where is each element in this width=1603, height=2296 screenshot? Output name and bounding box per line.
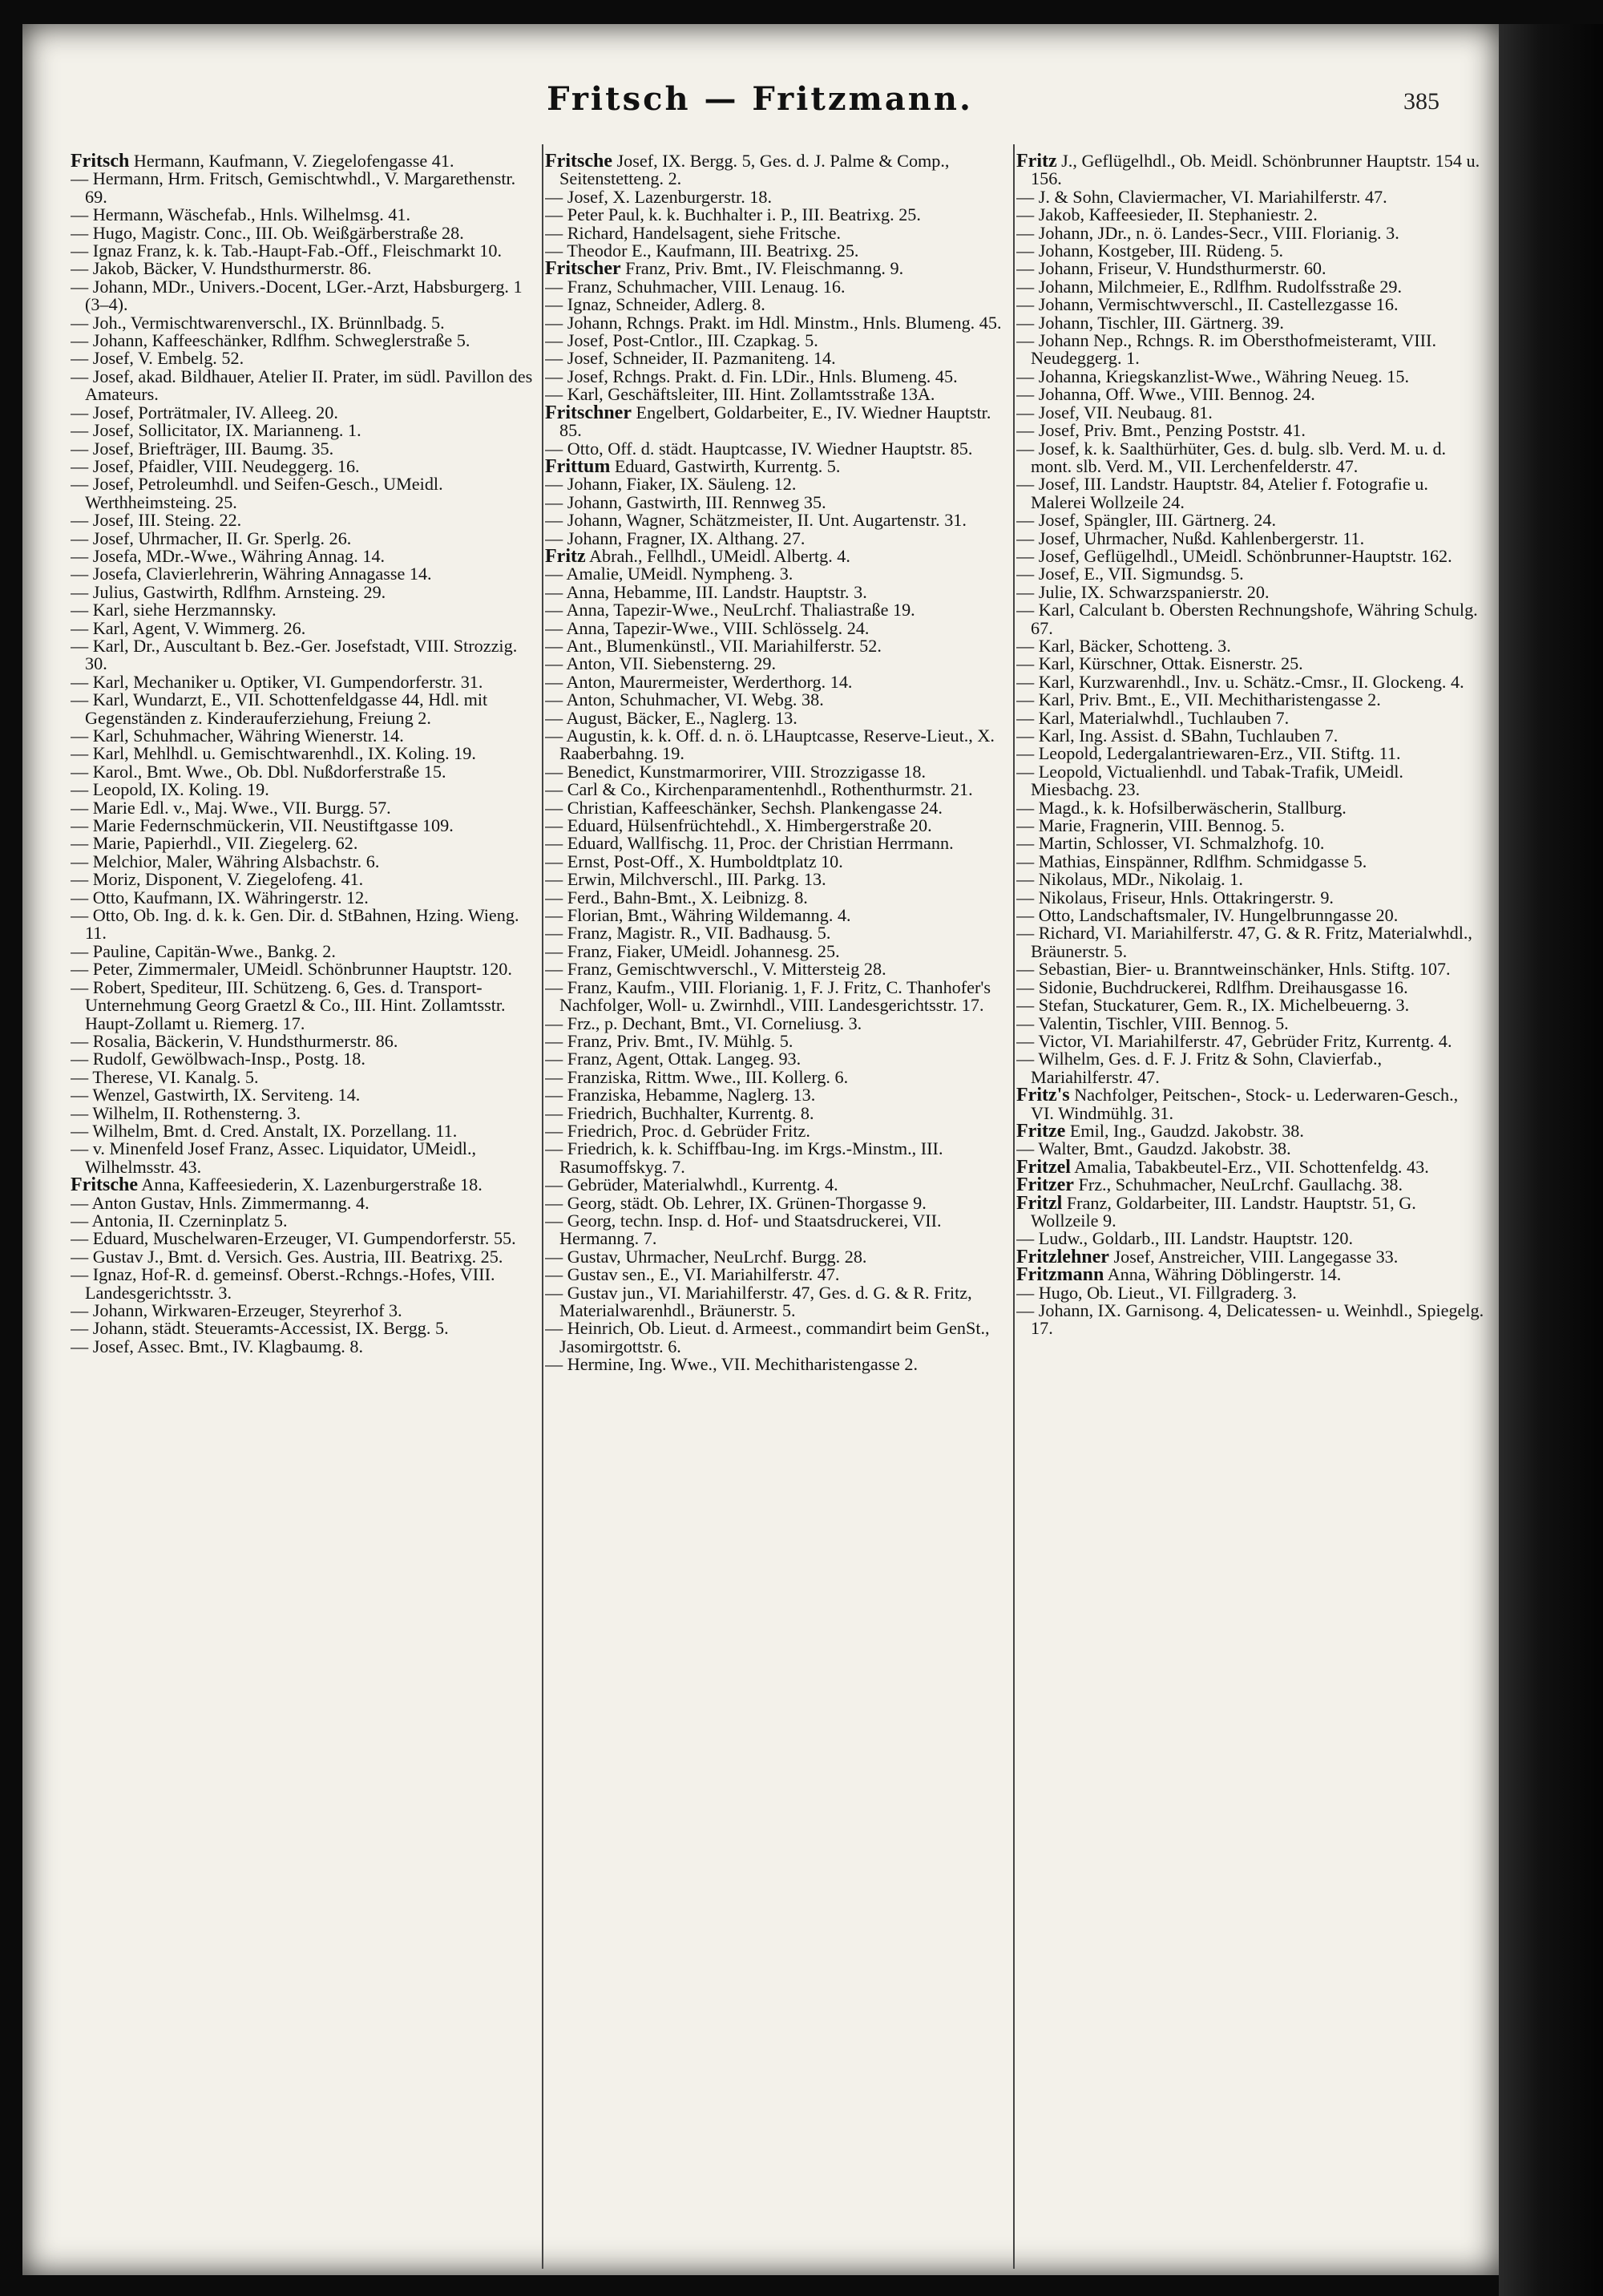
directory-entry: Fritschner Engelbert, Goldarbeiter, E., IV. Wiedner Hauptstr. 85. — [545, 402, 991, 441]
directory-entry: — Anna, Hebamme, III. Landstr. Hauptstr. 3. — [545, 581, 867, 602]
directory-entry: — Josef, V. Embelg. 52. — [71, 348, 244, 369]
directory-entry: — Johann, Kaffeeschänker, Rdlfhm. Schweglerstraße 5. — [71, 330, 470, 351]
directory-entry: — Karol., Bmt. Wwe., Ob. Dbl. Nußdorferstraße 15. — [71, 761, 446, 782]
directory-entry: — Josef, Post-Cntlor., III. Czapkag. 5. — [545, 330, 818, 351]
directory-entry: Fritsche Anna, Kaffeesiederin, X. Lazenburgerstraße 18. — [71, 1174, 483, 1196]
directory-entry: — Johann, Tischler, III. Gärtnerg. 39. — [1016, 312, 1284, 333]
directory-entry: — Johanna, Kriegskanzlist-Wwe., Währing Neueg. 15. — [1016, 366, 1410, 386]
directory-entry: Fritsch Hermann, Kaufmann, V. Ziegelofengasse 41. — [71, 152, 454, 172]
directory-entry: — Anton Gustav, Hnls. Zimmermanng. 4. — [71, 1192, 369, 1213]
directory-entry: — Moriz, Disponent, V. Ziegelofeng. 41. — [71, 869, 364, 890]
directory-entry: — Josef, Petroleumhdl. und Seifen-Gesch., UMeidl. Werthheimsteing. 25. — [71, 474, 443, 512]
directory-entry: — Karl, Calculant b. Obersten Rechnungshofe, Währing Schulg. 67. — [1016, 600, 1478, 638]
directory-entry: — Josef, Schneider, II. Pazmaniteng. 14. — [545, 348, 836, 369]
directory-entry: — Josef, Uhrmacher, II. Gr. Sperlg. 26. — [71, 528, 352, 548]
directory-entry: — Karl, Kurzwarenhdl., Inv. u. Schätz.-Cmsr., II. Glockeng. 4. — [1016, 671, 1464, 692]
directory-entry: — Sidonie, Buchdruckerei, Rdlfhm. Dreihausgasse 16. — [1016, 976, 1408, 997]
directory-entry: — Ferd., Bahn-Bmt., X. Leibnizg. 8. — [545, 887, 808, 907]
directory-entry: — August, Bäcker, E., Naglerg. 13. — [545, 707, 797, 728]
directory-entry: — Anna, Tapezir-Wwe., NeuLrchf. Thaliastraße 19. — [545, 600, 915, 620]
directory-entry: — Hugo, Ob. Lieut., VI. Fillgraderg. 3. — [1016, 1282, 1297, 1303]
directory-entry: — Johann, Vermischtwverschl., II. Castellezgasse 16. — [1016, 294, 1399, 315]
directory-entry: — Friedrich, Proc. d. Gebrüder Fritz. — [545, 1120, 810, 1141]
directory-entry: — Franz, Magistr. R., VII. Badhausg. 5. — [545, 923, 831, 944]
directory-entry: — Nikolaus, MDr., Nikolaig. 1. — [1016, 869, 1243, 890]
directory-entry: Fritz Abrah., Fellhdl., UMeidl. Albertg. 4. — [545, 545, 850, 567]
directory-entry: — Frz., p. Dechant, Bmt., VI. Corneliusg. 3. — [545, 1013, 862, 1033]
directory-entry: — Josef, k. k. Saalthürhüter, Ges. d. bulg. slb. Verd. M. u. d. mont. slb. Verd. M., VII. Lerchenfelderstr. 47. — [1016, 438, 1447, 476]
directory-entry: — Johann, Friseur, V. Hundsthurmerstr. 60. — [1016, 258, 1326, 279]
directory-entry: — Otto, Kaufmann, IX. Währingerstr. 12. — [71, 887, 369, 907]
directory-entry: — Franz, Agent, Ottak. Langeg. 93. — [545, 1049, 802, 1069]
page-edge-shadow — [1499, 24, 1603, 2296]
directory-entry: — Johann, Fragner, IX. Althang. 27. — [545, 528, 806, 548]
directory-entry: — Karl, Dr., Auscultant b. Bez.-Ger. Josefstadt, VIII. Strozzig. 30. — [71, 635, 518, 674]
directory-entry: — Johann, Fiaker, IX. Säuleng. 12. — [545, 474, 797, 495]
directory-entry: — Franz, Kaufm., VIII. Florianig. 1, F. J. Fritz, C. Thanhofer's Nachfolger, Woll- u. Zwirnhdl., VIII. Landesgerichtsstr. 17. — [545, 976, 991, 1016]
directory-entry: — Amalie, UMeidl. Nympheng. 3. — [545, 564, 793, 584]
column-1 — [71, 152, 542, 2269]
directory-entry: — Gustav J., Bmt. d. Versich. Ges. Austria, III. Beatrixg. 25. — [71, 1246, 503, 1267]
directory-entry: — Josef, Spängler, III. Gärtnerg. 24. — [1016, 510, 1277, 531]
directory-entry: — Franz, Schuhmacher, VIII. Lenaug. 16. — [545, 276, 846, 297]
directory-entry: — Ernst, Post-Off., X. Humboldtplatz 10. — [545, 851, 843, 871]
directory-entry: — Josef, III. Landstr. Hauptstr. 84, Atelier f. Fotografie u. Malerei Wollzeile 24. — [1016, 474, 1428, 512]
directory-entry: — Wenzel, Gastwirth, IX. Serviteng. 14. — [71, 1085, 361, 1106]
directory-entry: — Johann, Wagner, Schätzmeister, II. Unt. Augartenstr. 31. — [545, 510, 967, 531]
directory-entry: — Josef, III. Steing. 22. — [71, 510, 242, 531]
directory-entry: — Franziska, Rittm. Wwe., III. Kollerg. 6. — [545, 1066, 849, 1087]
directory-entry: — Anton, Schuhmacher, VI. Webg. 38. — [545, 689, 824, 710]
directory-entry: — Johann, IX. Garnisong. 4, Delicatessen- u. Weinhdl., Spiegelg. 17. — [1016, 1300, 1484, 1339]
directory-entry: — Karl, Agent, V. Wimmerg. 26. — [71, 617, 306, 638]
directory-entry: — Johann, MDr., Univers.-Docent, LGer.-Arzt, Habsburgerg. 1 (3–4). — [71, 276, 523, 315]
directory-entry: — Josef, Briefträger, III. Baumg. 35. — [71, 438, 334, 459]
directory-entry: — Ludw., Goldarb., III. Landstr. Hauptstr. 120. — [1016, 1228, 1354, 1249]
directory-entry: — Johann, Milchmeier, E., Rdlfhm. Rudolfsstraße 29. — [1016, 276, 1403, 297]
column-rule — [1013, 144, 1015, 2269]
directory-entry: — Wilhelm, Bmt. d. Cred. Anstalt, IX. Porzellang. 11. — [71, 1120, 458, 1141]
directory-entry: — Josef, VII. Neubaug. 81. — [1016, 402, 1213, 422]
directory-entry: — Karl, Bäcker, Schotteng. 3. — [1016, 635, 1231, 656]
directory-entry: — Johann, Kostgeber, III. Rüdeng. 5. — [1016, 241, 1284, 261]
directory-entry: — Peter, Zimmermaler, UMeidl. Schönbrunner Hauptstr. 120. — [71, 959, 512, 980]
directory-entry: — J. & Sohn, Claviermacher, VI. Mariahilferstr. 47. — [1016, 186, 1387, 207]
directory-entry: — Walter, Bmt., Gaudzd. Jakobstr. 38. — [1016, 1138, 1291, 1159]
directory-entry: — Nikolaus, Friseur, Hnls. Ottakringerstr. 9. — [1016, 887, 1334, 907]
directory-entry: — Pauline, Capitän-Wwe., Bankg. 2. — [71, 940, 336, 961]
directory-entry: — Florian, Bmt., Währing Wildemanng. 4. — [545, 905, 851, 926]
directory-entry: — Marie, Fragnerin, VIII. Bennog. 5. — [1016, 815, 1285, 836]
directory-entry: — Gustav jun., VI. Mariahilferstr. 47, Ges. d. G. & R. Fritz, Materialwarenhdl., Bräunerstr. 5. — [545, 1282, 972, 1320]
directory-entry: — Erwin, Milchverschl., III. Parkg. 13. — [545, 869, 826, 890]
directory-entry: — Josef, Priv. Bmt., Penzing Poststr. 41. — [1016, 420, 1306, 441]
directory-entry: — Richard, VI. Mariahilferstr. 47, G. & R. Fritz, Materialwhdl., Bräunerstr. 5. — [1016, 923, 1472, 961]
directory-entry: — Georg, techn. Insp. d. Hof- und Staatsdruckerei, VII. Hermanng. 7. — [545, 1210, 942, 1249]
directory-entry: — Augustin, k. k. Off. d. n. ö. LHauptcasse, Reserve-Lieut., X. Raaberbahng. 19. — [545, 726, 995, 764]
directory-entry: — Eduard, Wallfischg. 11, Proc. der Christian Herrmann. — [545, 833, 954, 854]
directory-entry: — Sebastian, Bier- u. Branntweinschänker, Hnls. Stiftg. 107. — [1016, 959, 1451, 980]
directory-entry: — Friedrich, Buchhalter, Kurrentg. 8. — [545, 1102, 814, 1123]
directory-entry: Fritz J., Geflügelhdl., Ob. Meidl. Schönbrunner Hauptstr. 154 u. 156. — [1016, 152, 1480, 189]
directory-entry: — Carl & Co., Kirchenparamentenhdl., Rothenthurmstr. 21. — [545, 779, 973, 800]
directory-entry: — Josef, E., VII. Sigmundsg. 5. — [1016, 564, 1244, 584]
directory-entry: Fritzl Franz, Goldarbeiter, III. Landstr. Hauptstr. 51, G. Wollzeile 9. — [1016, 1192, 1416, 1231]
directory-entry: — Antonia, II. Czerninplatz 5. — [71, 1210, 288, 1231]
directory-entry: — Martin, Schlosser, VI. Schmalzhofg. 10. — [1016, 833, 1325, 854]
directory-entry: — Karl, siehe Herzmannsky. — [71, 600, 277, 620]
directory-entry: — Ignaz Franz, k. k. Tab.-Haupt-Fab.-Off., Fleischmarkt 10. — [71, 241, 503, 261]
directory-entry: Fritzmann Anna, Währing Döblingerstr. 14. — [1016, 1264, 1342, 1286]
directory-entry: Fritz's Nachfolger, Peitschen-, Stock- u. Lederwaren-Gesch., VI. Windmühlg. 31. — [1016, 1085, 1459, 1123]
directory-entry: — Gustav sen., E., VI. Mariahilferstr. 47. — [545, 1264, 840, 1285]
directory-entry: — Leopold, Victualienhdl. und Tabak-Trafik, UMeidl. Miesbachg. 23. — [1016, 761, 1403, 800]
directory-entry: — Valentin, Tischler, VIII. Bennog. 5. — [1016, 1013, 1289, 1033]
directory-entry: — Johann, Rchngs. Prakt. im Hdl. Minstm., Hnls. Blumeng. 45. — [545, 312, 1002, 333]
directory-entry: — Hermine, Ing. Wwe., VII. Mechitharistengasse 2. — [545, 1354, 918, 1375]
directory-entry: — Wilhelm, Ges. d. F. J. Fritz & Sohn, Clavierfab., Mariahilferstr. 47. — [1016, 1049, 1383, 1087]
directory-entry: — Karl, Ing. Assist. d. SBahn, Tuchlauben 7. — [1016, 726, 1339, 746]
directory-entry: — Josef, Uhrmacher, Nußd. Kahlenbergerstr. 11. — [1016, 528, 1365, 548]
directory-entry: — Johann, JDr., n. ö. Landes-Secr., VIII. Florianig. 3. — [1016, 222, 1399, 243]
directory-entry: — Karl, Schuhmacher, Währing Wienerstr. 14. — [71, 726, 404, 746]
directory-entry: — Josef, akad. Bildhauer, Atelier II. Prater, im südl. Pavillon des Amateurs. — [71, 366, 533, 405]
directory-entry: Fritsche Josef, IX. Bergg. 5, Ges. d. J. Palme & Comp., Seitenstetteng. 2. — [545, 152, 950, 189]
directory-entry: — Gebrüder, Materialwhdl., Kurrentg. 4. — [545, 1174, 838, 1195]
directory-entry: — Otto, Landschaftsmaler, IV. Hungelbrunngasse 20. — [1016, 905, 1399, 926]
directory-entry: — Johann, Wirkwaren-Erzeuger, Steyrerhof 3. — [71, 1300, 402, 1320]
directory-entry: — Franziska, Hebamme, Naglerg. 13. — [545, 1085, 816, 1106]
directory-entry: — Melchior, Maler, Währing Alsbachstr. 6. — [71, 851, 380, 871]
directory-entry: — Joh., Vermischtwarenverschl., IX. Brünnlbadg. 5. — [71, 312, 445, 333]
directory-entry: — Georg, städt. Ob. Lehrer, IX. Grünen-Thorgasse 9. — [545, 1192, 927, 1213]
directory-entry: — Eduard, Muschelwaren-Erzeuger, VI. Gumpendorferstr. 55. — [71, 1228, 516, 1249]
directory-entry: — Josef, Geflügelhdl., UMeidl. Schönbrunner-Hauptstr. 162. — [1016, 545, 1452, 566]
directory-entry: — Karl, Mehlhdl. u. Gemischtwarenhdl., IX. Koling. 19. — [71, 743, 476, 764]
directory-entry: — Karl, Priv. Bmt., E., VII. Mechitharistengasse 2. — [1016, 689, 1381, 710]
directory-entry: — Christian, Kaffeeschänker, Sechsh. Plankengasse 24. — [545, 797, 943, 818]
directory-entry: — Johann, Gastwirth, III. Rennweg 35. — [545, 491, 826, 512]
directory-entry: Fritzlehner Josef, Anstreicher, VIII. Langegasse 33. — [1016, 1246, 1399, 1267]
directory-entry: — Josef, Rchngs. Prakt. d. Fin. LDir., Hnls. Blumeng. 45. — [545, 366, 958, 386]
column-rule — [542, 144, 543, 2269]
directory-entry: — Johann Nep., Rchngs. R. im Obersthofmeisteramt, VIII. Neudeggerg. 1. — [1016, 330, 1436, 369]
directory-entry: Fritscher Franz, Priv. Bmt., IV. Fleischmanng. 9. — [545, 258, 904, 280]
directory-entry: — Josef, Assec. Bmt., IV. Klagbaumg. 8. — [71, 1336, 364, 1356]
directory-entry: — Marie, Papierhdl., VII. Ziegelerg. 62. — [71, 833, 358, 854]
directory-entry: — Karl, Kürschner, Ottak. Eisnerstr. 25. — [1016, 653, 1303, 674]
directory-entry: — Victor, VI. Mariahilferstr. 47, Gebrüder Fritz, Kurrentg. 4. — [1016, 1030, 1452, 1051]
directory-entry: Fritze Emil, Ing., Gaudzd. Jakobstr. 38. — [1016, 1120, 1304, 1142]
running-head: Fritsch — Fritzmann. — [547, 80, 973, 118]
directory-entry: — Otto, Off. d. städt. Hauptcasse, IV. Wiedner Hauptstr. 85. — [545, 438, 973, 459]
directory-entry: — Josefa, Clavierlehrerin, Währing Annagasse 14. — [71, 564, 432, 584]
directory-entry: — Wilhelm, II. Rothensterng. 3. — [71, 1102, 301, 1123]
directory-entry: — v. Minenfeld Josef Franz, Assec. Liquidator, UMeidl., Wilhelmsstr. 43. — [71, 1138, 477, 1177]
directory-entry: — Magd., k. k. Hofsilberwäscherin, Stallburg. — [1016, 797, 1347, 818]
directory-entry: — Anton, Maurermeister, Werderthorg. 14. — [545, 671, 853, 692]
directory-page — [22, 24, 1499, 2275]
directory-entry: — Friedrich, k. k. Schiffbau-Ing. im Krgs.-Minstm., III. Rasumoffskyg. 7. — [545, 1138, 943, 1177]
directory-entry: — Johanna, Off. Wwe., VIII. Bennog. 24. — [1016, 384, 1315, 405]
column-2 — [545, 152, 1013, 2269]
directory-entry: — Josef, X. Lazenburgerstr. 18. — [545, 186, 773, 207]
directory-entry: — Peter Paul, k. k. Buchhalter i. P., III. Beatrixg. 25. — [545, 204, 921, 225]
directory-entry: — Theodor E., Kaufmann, III. Beatrixg. 25. — [545, 241, 859, 261]
directory-entry: — Marie Edl. v., Maj. Wwe., VII. Burgg. 57. — [71, 797, 391, 818]
directory-entry: — Franz, Priv. Bmt., IV. Mühlg. 5. — [545, 1030, 793, 1051]
directory-entry: — Hermann, Wäschefab., Hnls. Wilhelmsg. 41. — [71, 204, 411, 225]
directory-entry: — Hermann, Hrm. Fritsch, Gemischtwhdl., V. Margarethenstr. 69. — [71, 168, 516, 207]
directory-entry: — Anton, VII. Siebensterng. 29. — [545, 653, 777, 674]
directory-entry: Fritzer Frz., Schuhmacher, NeuLrchf. Gaullachg. 38. — [1016, 1174, 1403, 1196]
directory-entry: — Ant., Blumenkünstl., VII. Mariahilferstr. 52. — [545, 635, 882, 656]
directory-entry: — Karl, Geschäftsleiter, III. Hint. Zollamtsstraße 13A. — [545, 384, 935, 405]
directory-entry: — Gustav, Uhrmacher, NeuLrchf. Burgg. 28. — [545, 1246, 867, 1267]
directory-entry: — Otto, Ob. Ing. d. k. k. Gen. Dir. d. StBahnen, Hzing. Wieng. 11. — [71, 905, 519, 944]
directory-entry: — Josef, Porträtmaler, IV. Alleeg. 20. — [71, 402, 338, 422]
page-number: 385 — [1403, 88, 1439, 115]
directory-entry: — Benedict, Kunstmarmorirer, VIII. Strozzigasse 18. — [545, 761, 926, 782]
directory-entry: — Johann, städt. Steueramts-Accessist, IX. Bergg. 5. — [71, 1318, 449, 1339]
column-3 — [1016, 152, 1484, 2269]
directory-entry: — Ignaz, Hof-R. d. gemeinsf. Oberst.-Rchngs.-Hofes, VIII. Landesgerichtsstr. 3. — [71, 1264, 495, 1303]
directory-entry: — Anna, Tapezir-Wwe., VIII. Schlösselg. 24. — [545, 617, 870, 638]
directory-entry: — Marie Federnschmückerin, VII. Neustiftgasse 109. — [71, 815, 454, 836]
directory-entry: — Leopold, IX. Koling. 19. — [71, 779, 269, 800]
directory-entry: — Therese, VI. Kanalg. 5. — [71, 1066, 259, 1087]
directory-entry: — Jakob, Kaffeesieder, II. Stephaniestr. 2. — [1016, 204, 1318, 225]
directory-entry: — Ignaz, Schneider, Adlerg. 8. — [545, 294, 765, 315]
directory-entry: — Mathias, Einspänner, Rdlfhm. Schmidgasse 5. — [1016, 851, 1367, 871]
directory-entry: — Hugo, Magistr. Conc., III. Ob. Weißgärberstraße 28. — [71, 222, 464, 243]
directory-entry: — Rudolf, Gewölbwach-Insp., Postg. 18. — [71, 1049, 365, 1069]
directory-entry: — Karl, Materialwhdl., Tuchlauben 7. — [1016, 707, 1290, 728]
directory-entry: — Julie, IX. Schwarzspanierstr. 20. — [1016, 581, 1270, 602]
directory-entry: — Karl, Mechaniker u. Optiker, VI. Gumpendorferstr. 31. — [71, 671, 483, 692]
directory-entry: — Josef, Pfaidler, VIII. Neudeggerg. 16. — [71, 455, 360, 476]
directory-entry: — Franz, Gemischtwverschl., V. Mittersteig 28. — [545, 959, 886, 980]
directory-entry: — Robert, Spediteur, III. Schützeng. 6, Ges. d. Transport-Unternehmung Georg Graetzl & Co., III. Hint. Zollamtsstr. Haupt-Zollamt u. Riemerg. 17. — [71, 976, 506, 1033]
directory-entry: — Josef, Sollicitator, IX. Marianneng. 1. — [71, 420, 361, 441]
directory-entry: — Jakob, Bäcker, V. Hundsthurmerstr. 86. — [71, 258, 372, 279]
directory-entry: — Heinrich, Ob. Lieut. d. Armeest., commandirt beim GenSt., Jasomirgottstr. 6. — [545, 1318, 990, 1356]
directory-entry: — Karl, Wundarzt, E., VII. Schottenfeldgasse 44, Hdl. mit Gegenständen z. Kinderauferziehung, Freiung 2. — [71, 689, 488, 728]
directory-entry: — Leopold, Ledergalantriewaren-Erz., VII. Stiftg. 11. — [1016, 743, 1401, 764]
directory-entry: — Stefan, Stuckaturer, Gem. R., IX. Michelbeuerng. 3. — [1016, 995, 1410, 1016]
directory-entry: — Franz, Fiaker, UMeidl. Johannesg. 25. — [545, 940, 840, 961]
directory-entry: Fritzel Amalia, Tabakbeutel-Erz., VII. Schottenfeldg. 43. — [1016, 1156, 1429, 1178]
directory-entry: Frittum Eduard, Gastwirth, Kurrentg. 5. — [545, 455, 841, 477]
directory-entry: — Julius, Gastwirth, Rdlfhm. Arnsteing. 29. — [71, 581, 386, 602]
directory-entry: — Eduard, Hülsenfrüchtehdl., X. Himbergerstraße 20. — [545, 815, 932, 836]
directory-entry: — Richard, Handelsagent, siehe Fritsche. — [545, 222, 842, 243]
directory-entry: — Josefa, MDr.-Wwe., Währing Annag. 14. — [71, 545, 386, 566]
directory-entry: — Rosalia, Bäckerin, V. Hundsthurmerstr. 86. — [71, 1030, 398, 1051]
